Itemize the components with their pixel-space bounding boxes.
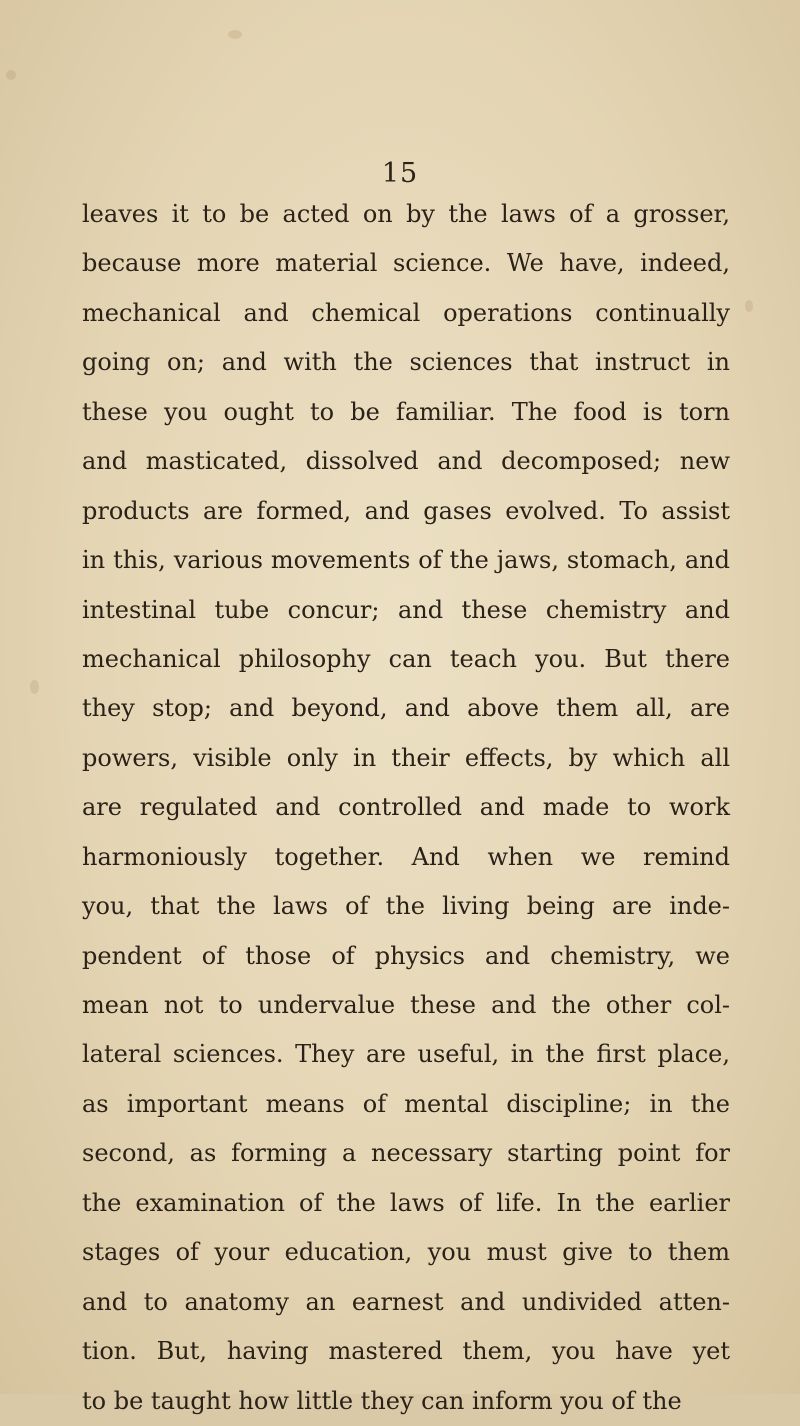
text-line: mechanical philosophy can teach you. But there: [82, 644, 730, 673]
text-line: mechanical and chemical operations continually: [82, 298, 730, 327]
text-line: because more material science. We have, indeed,: [82, 249, 730, 278]
paper-stain: [228, 30, 242, 39]
body-text: [82, 190, 730, 1426]
paper-stain: [745, 300, 753, 312]
text-line: and to anatomy an earnest and undivided atten-: [82, 1287, 730, 1316]
text-line: intestinal tube concur; and these chemistry and: [82, 595, 730, 624]
text-line: mean not to undervalue these and the other col-: [82, 991, 730, 1019]
text-line: powers, visible only in their effects, by which all: [82, 743, 730, 772]
text-line: are regulated and controlled and made to work: [82, 793, 730, 822]
text-line: tion. But, having mastered them, you have yet: [82, 1337, 730, 1366]
text-line: the examination of the laws of life. In the earlier: [82, 1188, 730, 1217]
text-line: they stop; and beyond, and above them all, are: [82, 694, 730, 723]
page-number: 15: [381, 158, 419, 189]
text-line: stages of your education, you must give to them: [82, 1238, 730, 1267]
text-line: harmoniously together. And when we remind: [82, 842, 730, 871]
text-line: in this, various movements of the jaws, stomach, and: [82, 546, 730, 575]
text-line: leaves it to be acted on by the laws of a grosser,: [82, 200, 730, 228]
text-line: pendent of those of physics and chemistry, we: [82, 941, 730, 970]
text-line: going on; and with the sciences that instruct in: [82, 348, 730, 377]
text-line: you, that the laws of the living being are inde-: [82, 892, 730, 921]
text-line: products are formed, and gases evolved. To assist: [82, 496, 730, 525]
text-line: lateral sciences. They are useful, in the first place,: [82, 1040, 730, 1069]
paper-stain: [6, 70, 16, 80]
text-line: as important means of mental discipline; in the: [82, 1089, 730, 1118]
text-line: second, as forming a necessary starting point for: [82, 1139, 730, 1168]
text-line: to be taught how little they can inform you of the: [82, 1386, 682, 1415]
paper-stain: [30, 680, 39, 694]
text-line: and masticated, dissolved and decomposed; new: [82, 447, 730, 476]
text-line: these you ought to be familiar. The food is torn: [82, 397, 730, 426]
